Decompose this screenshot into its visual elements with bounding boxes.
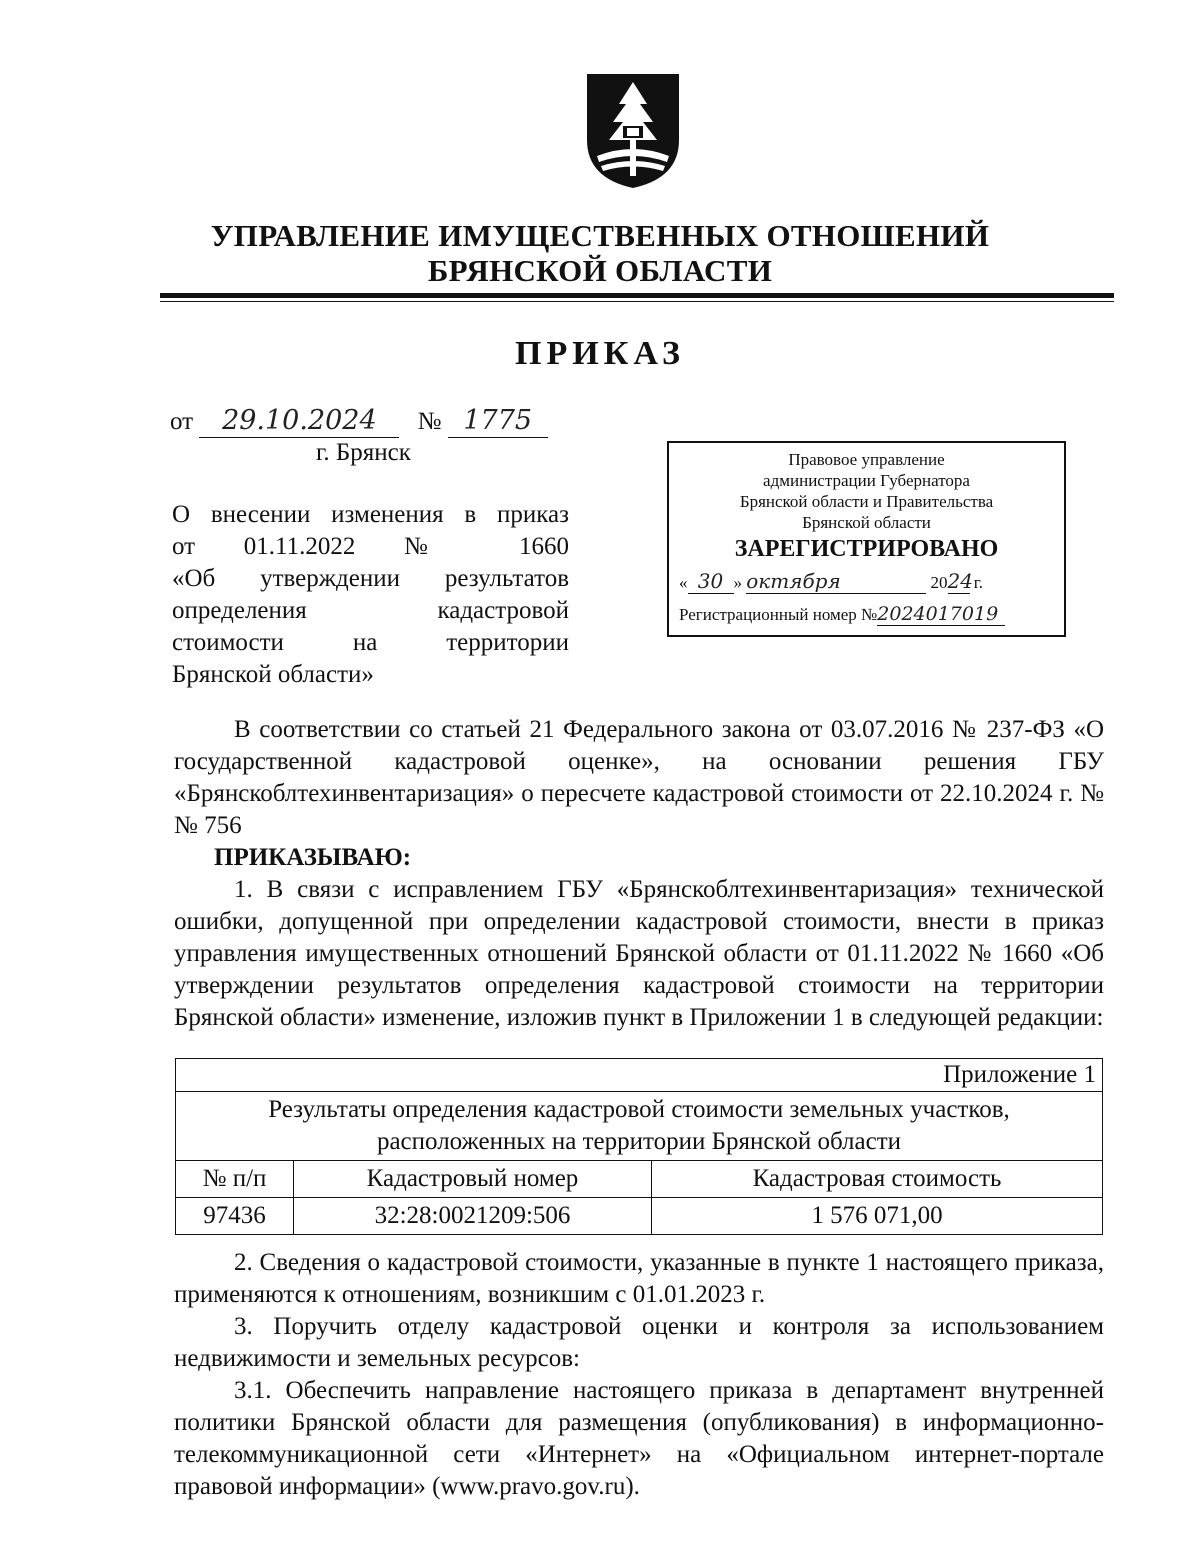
- paragraph-1: 1. В связи с исправлением ГБУ «Брянскоблтехинвентаризация» технической ошибки, допущенной при определении кадастровой стоимости, внести в приказ управления имущественных отношений Брянской области от 01.11.2022 № 1660 «Об утверждении результатов определения кадастровой стоимости на территории Брянской области» изменение, изложив пункт в Приложении 1 в следующей редакции:: [174, 876, 1104, 1031]
- column-header: № п/п: [176, 1161, 294, 1198]
- order-date-line: [170, 405, 548, 438]
- paragraph-3: 3. Поручить отделу кадастровой оценки и контроля за использованием недвижимости и земельных ресурсов:: [174, 1313, 1104, 1372]
- stamp-line: администрации Губернатора: [763, 471, 970, 490]
- stamp-line: Брянской области: [802, 513, 931, 532]
- order-number: 1775: [448, 405, 548, 438]
- header-rule-thick: [160, 293, 1114, 298]
- order-word: ПРИКАЗЫВАЮ:: [214, 844, 412, 871]
- stamp-date-row: « 30 » октября 2024 г.: [679, 569, 984, 593]
- appendix-label: Приложение 1: [176, 1059, 1103, 1092]
- document-title: ПРИКАЗ: [515, 335, 685, 372]
- org-name-line1: УПРАВЛЕНИЕ ИМУЩЕСТВЕННЫХ ОТНОШЕНИЙ: [210, 218, 990, 253]
- stamp-line: Брянской области и Правительства: [739, 492, 994, 511]
- stamp-line: Правовое управление: [788, 450, 945, 469]
- table-row: [176, 1059, 1103, 1092]
- org-name-line2: БРЯНСКОЙ ОБЛАСТИ: [427, 253, 773, 288]
- order-subject: [172, 499, 569, 691]
- subject-line: определения кадастровой: [172, 597, 569, 624]
- from-label: от: [170, 408, 194, 435]
- registration-stamp: [667, 441, 1066, 637]
- subject-line: О внесении изменения в приказ: [172, 501, 569, 528]
- coat-of-arms-emblem: [583, 70, 683, 192]
- stamp-day: 30: [688, 569, 734, 594]
- table-header-row: [176, 1161, 1103, 1198]
- table-cell: 1 576 071,00: [652, 1198, 1103, 1235]
- table-cell: 97436: [176, 1198, 294, 1235]
- stamp-status: ЗАРЕГИСТРИРОВАНО: [734, 536, 999, 562]
- column-header: Кадастровая стоимость: [652, 1161, 1103, 1198]
- subject-line: «Об утверждении результатов: [172, 565, 569, 592]
- stamp-year-end: г.: [973, 573, 984, 592]
- header-rule-thin: [160, 301, 1114, 302]
- table-caption: [176, 1092, 1103, 1161]
- table-row: [176, 1198, 1103, 1235]
- preamble-paragraph: В соответствии со статьей 21 Федерального закона от 03.07.2016 № 237-ФЗ «О государственной кадастровой оценке», на основании решения ГБУ «Брянскоблтехинвентаризация» о пересчете кадастровой стоимости от 22.10.2024 г. №№ 756: [174, 716, 1104, 839]
- table-cell: 32:28:0021209:506: [294, 1198, 652, 1235]
- stamp-reg-row: [669, 603, 1064, 633]
- paragraph-2: 2. Сведения о кадастровой стоимости, указанные в пункте 1 настоящего приказа, применяются к отношениям, возникшим с 01.01.2023 г.: [174, 1249, 1104, 1308]
- stamp-year-prefix: 20: [930, 573, 948, 592]
- stamp-reg-number: 2024017019: [877, 603, 1005, 626]
- cadastral-table: [175, 1058, 1103, 1235]
- subject-line: Брянской области»: [172, 661, 374, 688]
- subject-line: стоимости на территории: [172, 629, 569, 656]
- subject-line: от 01.11.2022 № 1660: [172, 533, 569, 560]
- caption-line: Результаты определения кадастровой стоимости земельных участков,: [268, 1096, 1010, 1123]
- caption-line: расположенных на территории Брянской области: [376, 1128, 902, 1155]
- stamp-month: октября: [746, 569, 926, 594]
- column-header: Кадастровый номер: [294, 1161, 652, 1198]
- paragraph-3-1: 3.1. Обеспечить направление настоящего приказа в департамент внутренней политики Брянской области для размещения (опубликования) в информационно-телекоммуникационной сети «Интернет» на «Официальном интернет-портале правовой информации» (www.pravo.gov.ru).: [174, 1377, 1104, 1500]
- number-label: №: [417, 408, 442, 435]
- stamp-year-suffix: 24: [947, 569, 973, 593]
- order-city: г. Брянск: [316, 439, 411, 466]
- order-date: 29.10.2024: [199, 405, 399, 438]
- table-row: [176, 1092, 1103, 1161]
- stamp-reg-label: Регистрационный номер №: [679, 605, 878, 624]
